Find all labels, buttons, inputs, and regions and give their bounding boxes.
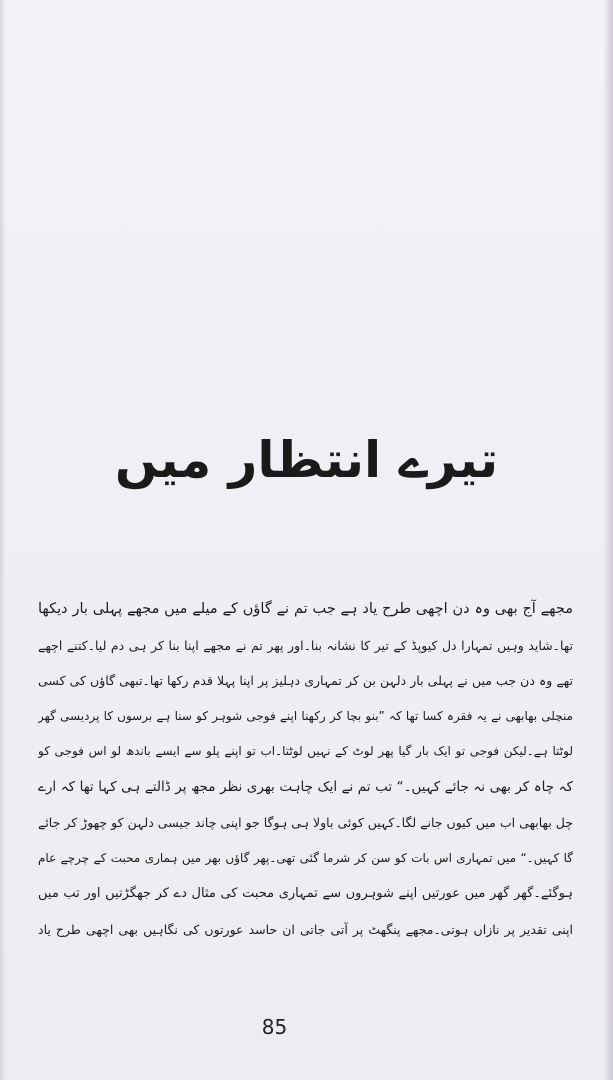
text-line: مجھے آج بھی وہ دن اچھی طرح یاد ہے جب تم نے گاؤں کے میلے میں مجھے پہلی بار دیکھا [38, 601, 573, 617]
text-line: گا کہیں۔“ میں تمہاری اس بات کو سن کر شرما گئی تھی۔پھر گاؤں بھر میں ہماری محبت کے چرچے عام [38, 850, 573, 865]
page-edge-shadow-left [0, 0, 6, 1080]
text-line: تھا۔شاید وہیں تمہارا دل کیوپڈ کے تیر کا نشانہ بنا۔اور پھر تم نے مجھے اپنا بنا کر ہی دم لیا۔کتنے اچھے [38, 637, 573, 653]
text-line: کہ چاہ کر بھی نہ جائے کہیں۔“ تب تم نے ایک چاہت بھری نظر مجھ پر ڈالتے ہی کہا تھا کہ ارے [38, 778, 573, 795]
page-number: 85 [261, 1015, 288, 1039]
body-paragraph [38, 592, 573, 947]
text-line: لوٹتا ہے۔لیکن فوجی تو ایک بار گیا پھر لوٹ کے نہیں لوٹتا۔اب تو اپنے پلو سے ایسے باندھ لو اس فوجی کو [38, 744, 573, 758]
text-line: چل بھابھی اب میں کیوں جانے لگا۔کہیں کوئی باولا ہی ہوگا جو اپنی چاند جیسی دلہن کو چھوڑ کر جائے [38, 815, 573, 830]
page-edge-shadow-right [603, 0, 613, 1080]
text-line: ہوگئے۔گھر گھر میں عورتیں اپنے شوہروں سے تمہاری محبت کی مثال دے کر جھگڑتیں اور تب میں [38, 886, 573, 901]
chapter-title: تیرے انتظار میں [114, 431, 499, 489]
text-line: اپنی تقدیر پر نازاں ہوتی۔مجھے پنگھٹ پر آتی جاتی ان حاسد عورتوں کی نگاہیں بھی اچھی طرح یاد [38, 921, 573, 937]
text-line: تھے وہ دن جب میں نے پہلی بار دلہن بن کر تمہاری دہلیز پر اپنا پہلا قدم رکھا تھا۔تبھی گاؤں کی کسی [38, 673, 573, 688]
text-line: منچلی بھابھی نے یہ فقرہ کسا تھا کہ ”بنو بچا کر رکھنا اپنے فوجی شوہر کو سنا ہے برسوں کا پردیسی گھر [38, 708, 573, 723]
